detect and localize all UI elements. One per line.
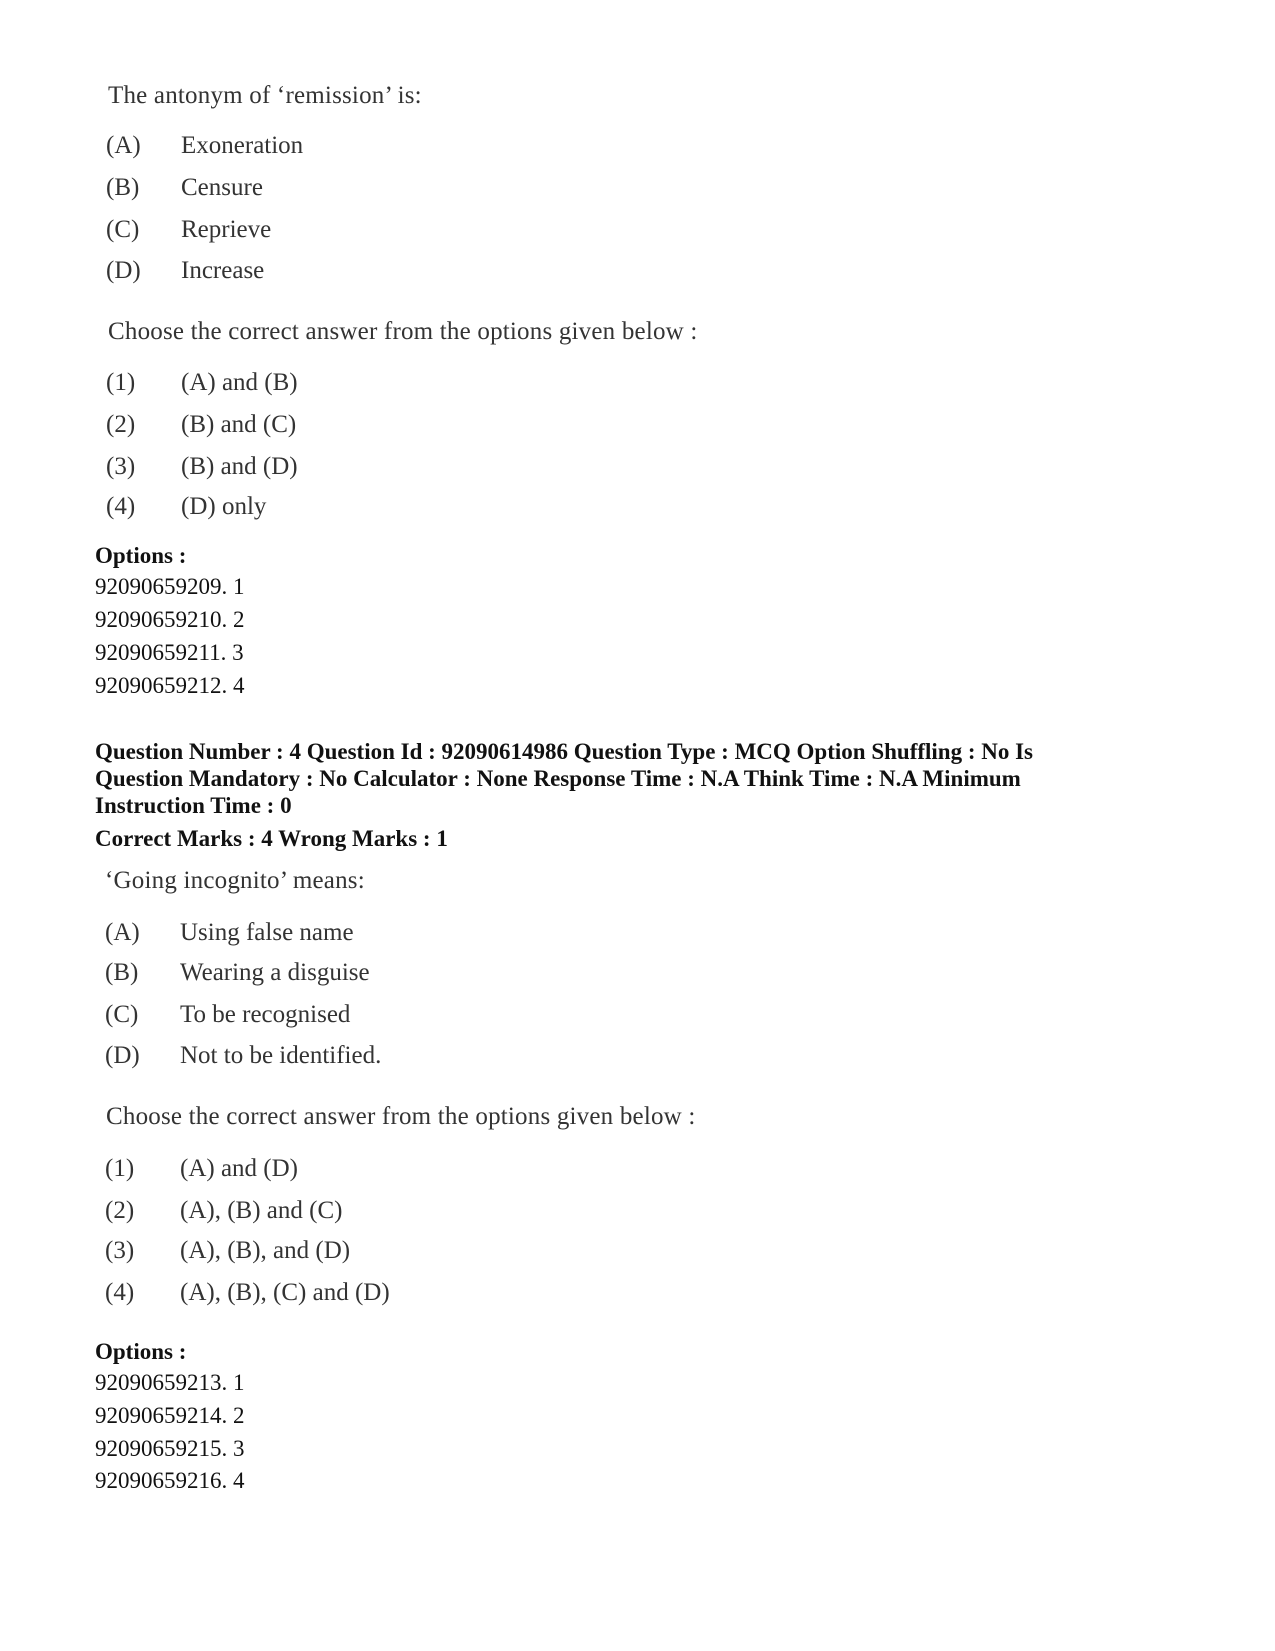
q4-header-line-1: Question Number : 4 Question Id : 92090614986 Question Type : MCQ Option Shuffling : No Is [95,739,1034,764]
q4-item-b-text: Wearing a disguise [180,959,370,986]
q4-item-c-key: (C) [105,1001,139,1028]
q4-answer-1-text: (A) and (D) [180,1155,299,1182]
q4-item-c [105,1001,350,1029]
q4-item-b [105,959,370,987]
q4-answer-4-text: (A), (B), (C) and (D) [180,1279,390,1306]
q3-answer-1 [106,369,298,397]
q3-answer-3-key: (3) [106,453,136,480]
q4-answer-4 [105,1279,390,1307]
q4-options-label: Options : [95,1339,187,1364]
q4-answer-1-key: (1) [105,1155,135,1182]
q3-item-c [106,216,271,244]
q4-item-d-text: Not to be identified. [180,1042,382,1069]
q4-answer-2 [105,1197,342,1225]
q4-item-d [105,1042,381,1070]
q3-choose-instruction: Choose the correct answer from the options given below : [108,318,698,345]
q4-item-a-text: Using false name [180,919,354,946]
q4-stem: ‘Going incognito’ means: [105,867,365,894]
q3-answer-3 [106,453,298,481]
q3-item-a-text: Exoneration [181,132,304,159]
q3-item-d [106,257,264,285]
q4-item-d-key: (D) [105,1042,140,1069]
q4-answer-2-key: (2) [105,1197,135,1224]
q4-answer-3-text: (A), (B), and (D) [180,1237,351,1264]
q4-choose-instruction: Choose the correct answer from the options given below : [106,1103,696,1130]
q4-answer-4-key: (4) [105,1279,135,1306]
q3-item-d-key: (D) [106,257,141,284]
q4-option-id-1: 92090659213. 1 [95,1370,245,1395]
q3-answer-2-key: (2) [106,411,136,438]
q3-option-id-3: 92090659211. 3 [95,640,244,665]
q4-answer-1 [105,1155,298,1183]
q3-answer-4-text: (D) only [181,493,267,520]
q4-item-a [105,919,354,947]
q4-item-c-text: To be recognised [180,1001,351,1028]
q3-item-d-text: Increase [181,257,265,284]
q4-item-b-key: (B) [105,959,139,986]
q4-marks: Correct Marks : 4 Wrong Marks : 1 [95,826,448,851]
q4-answer-3-key: (3) [105,1237,135,1264]
q3-answer-2 [106,411,296,439]
q3-item-c-key: (C) [106,216,140,243]
q3-answer-4-key: (4) [106,493,136,520]
q4-header-line-3: Instruction Time : 0 [95,793,292,818]
q3-item-b [106,174,263,202]
q3-answer-2-text: (B) and (C) [181,411,297,438]
q4-answer-2-text: (A), (B) and (C) [180,1197,343,1224]
q3-item-a-key: (A) [106,132,141,159]
q3-item-b-key: (B) [106,174,140,201]
q3-answer-1-text: (A) and (B) [181,369,298,396]
q4-answer-3 [105,1237,350,1265]
q4-option-id-2: 92090659214. 2 [95,1403,245,1428]
q3-answer-3-text: (B) and (D) [181,453,298,480]
q3-answer-1-key: (1) [106,369,136,396]
q3-option-id-4: 92090659212. 4 [95,673,245,698]
q3-option-id-2: 92090659210. 2 [95,607,245,632]
q4-option-id-3: 92090659215. 3 [95,1436,245,1461]
q3-stem: The antonym of ‘remission’ is: [108,82,422,109]
q3-options-label: Options : [95,543,187,568]
q3-item-c-text: Reprieve [181,216,272,243]
q3-item-a [106,132,303,160]
q3-item-b-text: Censure [181,174,263,201]
q3-option-id-1: 92090659209. 1 [95,574,245,599]
q4-item-a-key: (A) [105,919,140,946]
q4-header-line-2: Question Mandatory : No Calculator : None Response Time : N.A Think Time : N.A Minimum [95,766,1021,791]
q3-answer-4 [106,493,266,521]
q4-option-id-4: 92090659216. 4 [95,1468,245,1493]
